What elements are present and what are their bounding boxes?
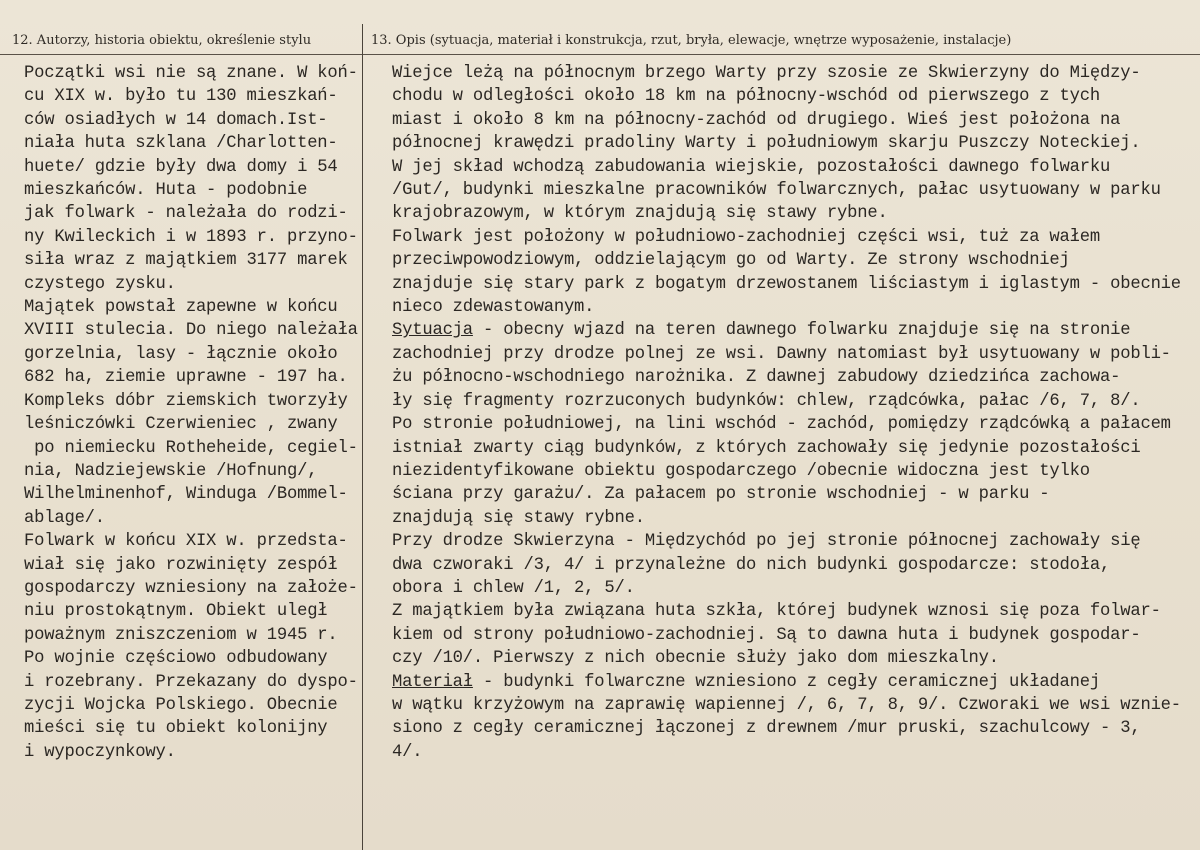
description-text-line — [392, 85, 1197, 108]
history-text-line: Początki wsi nie są znane. W koń- — [24, 64, 358, 83]
history-text-line: i wypoczynkowy. — [24, 742, 176, 762]
line-text: obora i chlew /1, 2, 5/. — [392, 578, 635, 598]
line-text: zachodniej przy drodze polnej ze wsi. Dawny natomiast był usytuowany w pobli- — [392, 344, 1171, 364]
history-text-line: leśniczówki Czerwieniec , zwany — [24, 415, 338, 435]
line-text: znajduje się stary park z bogatym drzewostanem liściastym i iglastym - obecnie — [392, 274, 1181, 294]
history-text-line: niu prostokątnym. Obiekt uległ — [24, 602, 328, 622]
history-text-line: gorzelnia, lasy - łącznie około — [24, 344, 338, 364]
history-text-line: ny Kwileckich i w 1893 r. przyno- — [24, 227, 358, 247]
history-text-line: nia, Nadziejewskie /Hofnung/, — [24, 461, 318, 481]
description-text-line — [392, 390, 1197, 413]
description-text-line — [392, 671, 1197, 694]
line-text: 4/. — [392, 742, 423, 762]
history-text-line: mieści się tu obiekt kolonijny — [24, 719, 328, 739]
history-text-line: niała huta szklana /Charlotten- — [24, 134, 338, 154]
description-text-line — [392, 319, 1197, 342]
line-text: nieco zdewastowanym. — [392, 298, 595, 318]
column-divider — [362, 24, 363, 850]
line-text: niezidentyfikowane obiektu gospodarczego /obecnie widoczna jest tylko — [392, 461, 1090, 481]
history-text-line: Po wojnie częściowo odbudowany — [24, 649, 328, 669]
line-text: dwa czworaki /3, 4/ i przynależne do nich budynki gospodarcze: stodoła, — [392, 555, 1111, 575]
history-text-line: Majątek powstał zapewne w końcu — [24, 298, 338, 318]
description-text-line — [392, 717, 1197, 740]
history-text-line: siła wraz z majątkiem 3177 marek — [24, 251, 348, 271]
description-text-line — [392, 530, 1197, 553]
line-text: Wiejce leżą na północnym brzego Warty przy szosie ze Skwierzyny do Między- — [392, 64, 1141, 83]
description-text-line — [392, 507, 1197, 530]
line-text: czy /10/. Pierwszy z nich obecnie służy jako dom mieszkalny. — [392, 649, 999, 669]
section-12-heading: 12. Autorzy, historia obiektu, określenie stylu — [12, 33, 312, 48]
line-text: Po stronie południowej, na lini wschód - zachód, pomiędzy rządcówką a pałacem — [392, 415, 1171, 435]
description-text-line — [392, 296, 1197, 319]
description-text-line — [392, 366, 1197, 389]
section-13-heading: 13. Opis (sytuacja, materiał i konstrukcja, rzut, bryła, elewacje, wnętrze wyposażenie, instalacje) — [371, 33, 1012, 48]
history-text-line: wiał się jako rozwinięty zespół — [24, 555, 338, 575]
description-text-line — [392, 577, 1197, 600]
description-text-line — [392, 483, 1197, 506]
history-text-line: Folwark w końcu XIX w. przedsta- — [24, 532, 348, 552]
line-text: północnej krawędzi pradoliny Warty i południowym skarju Puszczy Noteckiej. — [392, 134, 1141, 154]
history-text-line: i rozebrany. Przekazany do dyspo- — [24, 672, 358, 692]
line-text: przeciwpowodziowym, oddzielającym go od Warty. Ze strony wschodniej — [392, 251, 1070, 271]
description-text-line — [392, 156, 1197, 179]
history-text-line: ablage/. — [24, 508, 105, 528]
history-text-line: poważnym zniszczeniom w 1945 r. — [24, 625, 338, 645]
line-text: ściana przy garażu/. Za pałacem po stronie wschodniej - w parku - — [392, 485, 1050, 505]
description-text-line — [392, 554, 1197, 577]
description-text-line — [392, 460, 1197, 483]
line-text: siono z cegły ceramicznej łączonej z drewnem /mur pruski, szachulcowy - 3, — [392, 719, 1141, 739]
description-text-line — [392, 741, 1197, 764]
line-text: krajobrazowym, w którym znajdują się stawy rybne. — [392, 204, 888, 224]
description-text-line — [392, 413, 1197, 436]
form-header — [0, 28, 1200, 55]
line-text: w wątku krzyżowym na zaprawię wapiennej /, 6, 7, 8, 9/. Czworaki we wsi wznie- — [392, 695, 1181, 715]
description-text-line — [392, 109, 1197, 132]
line-text: - budynki folwarczne wzniesiono z cegły ceramicznej układanej — [472, 672, 1101, 692]
line-text: kiem od strony południowo-zachodniej. Są to dawna huta i budynek gospodar- — [392, 625, 1141, 645]
history-column — [24, 62, 360, 764]
history-text-line: po niemiecku Rotheheide, cegiel- — [24, 438, 358, 458]
description-text-line — [392, 343, 1197, 366]
history-text-line: gospodarczy wzniesiony na założe- — [24, 578, 358, 598]
description-column — [392, 62, 1197, 764]
history-text-line: mieszkańców. Huta - podobnie — [24, 181, 308, 201]
history-text-line: 682 ha, ziemie uprawne - 197 ha. — [24, 368, 348, 388]
description-text-line — [392, 249, 1197, 272]
line-text: Z majątkiem była związana huta szkła, której budynek wznosi się poza folwar- — [392, 602, 1161, 622]
line-text: żu północno-wschodniego narożnika. Z dawnej zabudowy dziedzińca zachowa- — [392, 368, 1121, 388]
line-text: - obecny wjazd na teren dawnego folwarku znajduje się na stronie — [472, 321, 1131, 341]
description-text-line — [392, 273, 1197, 296]
line-text: Folwark jest położony w południowo-zachodniej części wsi, tuż za wałem — [392, 227, 1100, 247]
history-text-line: czystego zysku. — [24, 274, 176, 294]
history-text-line: jak folwark - należała do rodzi- — [24, 204, 348, 224]
history-text-line: XVIII stulecia. Do niego należała — [24, 321, 358, 341]
line-text: znajdują się stawy rybne. — [392, 508, 645, 528]
description-text-line — [392, 62, 1197, 85]
line-text: /Gut/, budynki mieszkalne pracowników folwarcznych, pałac usytuowany w parku — [392, 181, 1161, 201]
description-text-line — [392, 226, 1197, 249]
line-text: W jej skład wchodzą zabudowania wiejskie, pozostałości dawnego folwarku — [392, 157, 1111, 177]
description-text-line — [392, 600, 1197, 623]
history-text-line: huete/ gdzie były dwa domy i 54 — [24, 157, 338, 177]
subsection-label: Sytuacja — [392, 321, 473, 341]
description-text-line — [392, 132, 1197, 155]
history-text-line: Kompleks dóbr ziemskich tworzyły — [24, 391, 348, 411]
history-text-line: zycji Wojcka Polskiego. Obecnie — [24, 695, 338, 715]
line-text: miast i około 8 km na północny-zachód od drugiego. Wieś jest położona na — [392, 110, 1121, 130]
line-text: ły się fragmenty rozrzuconych budynków: chlew, rządcówka, pałac /6, 7, 8/. — [392, 391, 1141, 411]
history-text-line: ców osiadłych w 14 domach.Ist- — [24, 110, 328, 130]
line-text: Przy drodze Skwierzyna - Międzychód po jej stronie północnej zachowały się — [392, 532, 1141, 552]
description-text-line — [392, 624, 1197, 647]
subsection-label: Materiał — [392, 672, 473, 692]
history-text-line: cu XIX w. było tu 130 mieszkań- — [24, 87, 338, 107]
line-text: istniał zwarty ciąg budynków, z których zachowały się jedynie pozostałości — [392, 438, 1141, 458]
line-text: chodu w odległości około 18 km na północny-wschód od pierwszego z tych — [392, 87, 1100, 107]
description-text-line — [392, 647, 1197, 670]
history-text-line: Wilhelminenhof, Winduga /Bommel- — [24, 485, 348, 505]
description-text-line — [392, 437, 1197, 460]
description-text-line — [392, 694, 1197, 717]
description-text-line — [392, 179, 1197, 202]
description-text-line — [392, 202, 1197, 225]
